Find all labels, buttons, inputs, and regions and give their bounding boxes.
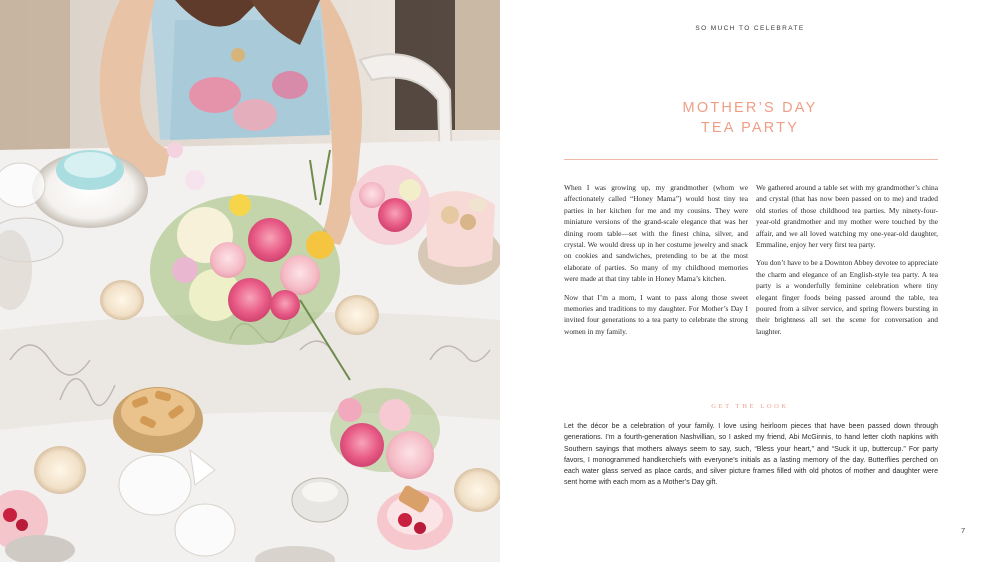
right-page	[500, 0, 1000, 562]
body-column-right	[756, 182, 938, 344]
get-the-look-text: Let the décor be a celebration of your family. I love using heirloom pieces that have been passed down through generations. I’m a fourth-generation Nashvillian, so I asked my friend, Abi McGinnis, to hand letter cloth napkins with Southern sayings that mothers always seem to say, such, “Bless your heart,” and “Suck it up, buttercup.” For party favors, I monogrammed handkerchiefs with everyone’s initials as a lasting memory of the day. Butterflies perched on each water glass served as place cards, and silver picture frames filled with old photos of mother and daughter were sent home with each mom as a Mother’s Day gift.	[564, 423, 938, 487]
page-number: 7	[961, 526, 966, 535]
paragraph: Now that I’m a mom, I want to pass along those sweet memories and traditions to my daughter. For Mother’s Day I invited four generations to a tea party to celebrate the strong women in my family.	[564, 292, 748, 336]
body-column-left	[564, 182, 748, 344]
title-divider	[564, 159, 938, 160]
running-head: SO MUCH TO CELEBRATE	[695, 25, 805, 32]
page-title	[500, 98, 1000, 138]
page-title-line-2: TEA PARTY	[700, 120, 800, 136]
paragraph: We gathered around a table set with my grandmother’s china and crystal (that has now been passed on to me) and traded old stories of those childhood tea parties. My ninety-four-year-old grandmother and my mother were touched by the affair, and we all loved watching my one-year-old daughter, Emmaline, enjoy her very first tea party.	[756, 183, 938, 250]
get-the-look-heading: GET THE LOOK	[711, 403, 789, 410]
paragraph: You don’t have to be a Downton Abbey devotee to appreciate the charm and elegance of an English-style tea party. A tea party is a wonderfully feminine celebration where tiny elegant finger foods being passed around the table, tea poured from a silver service, and spring flowers bursting in their brightness all set the scene for conversation and laughter.	[756, 258, 938, 336]
paragraph: When I was growing up, my grandmother (whom we affectionately called “Honey Mama”) would host tiny tea parties in her kitchen for me and my cousins. They were miniature versions of the grand-scale elegance that was her dining room table—set with the finest china, silver, and crystal. We would dress up in her costume jewelry and snack on cookies and sandwiches, pretending to be at the most elaborate of parties. So many of my childhood memories were made at that tiny table in Honey Mama’s kitchen.	[564, 183, 748, 284]
page-title-line-1: MOTHER’S DAY	[682, 100, 818, 116]
